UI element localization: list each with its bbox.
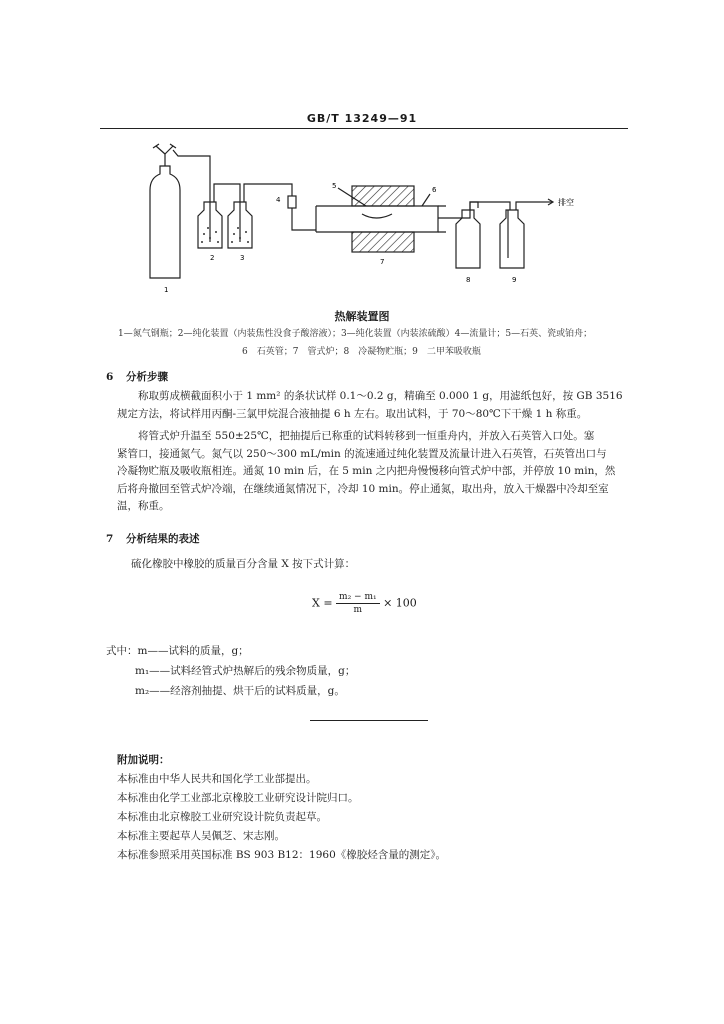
- tube-furnace: [352, 186, 414, 252]
- where-line-2: m₁——试料经管式炉热解后的残余物质量，g；: [135, 665, 356, 677]
- formula-rhs: × 100: [383, 596, 417, 610]
- label-7: 7: [380, 258, 385, 266]
- purification-bottle-2: [198, 184, 240, 248]
- section-6-heading: [106, 369, 168, 384]
- label-2: 2: [210, 254, 215, 262]
- paragraph-line: 规定方法，将试样用丙酮-三氯甲烷混合液抽提 6 h 左右。取出试料，于 70～80℃下干燥 1 h 称重。: [117, 407, 588, 420]
- label-6: 6: [432, 186, 437, 194]
- purification-bottle-3: [228, 184, 292, 248]
- where-line-3: m₂——经溶剂抽提、烘干后的试料质量，g。: [135, 685, 345, 697]
- paragraph-line: 称取剪成横截面积小于 1 mm² 的条状试样 0.1～0.2 g，精确至 0.000 1 g，用滤纸包好，按 GB 3516: [138, 390, 623, 402]
- note-line: 本标准由中华人民共和国化学工业部提出。: [117, 773, 317, 785]
- condensate-bottle: [456, 202, 510, 268]
- formula-denominator: m: [353, 605, 363, 615]
- nitrogen-cylinder: [150, 144, 210, 278]
- absorption-bottle: [500, 202, 540, 268]
- section-6-paragraph-1: [117, 388, 627, 423]
- section-7-number: 7: [106, 533, 114, 545]
- figure-legend-line-2: 6 石英管；7 管式炉；8 冷凝物贮瓶；9 二甲苯吸收瓶: [242, 347, 481, 357]
- section-7-intro: 硫化橡胶中橡胶的质量百分含量 X 按下式计算：: [131, 558, 356, 570]
- label-5: 5: [332, 182, 337, 190]
- formula-lhs: X =: [312, 596, 333, 610]
- boat: [362, 214, 392, 218]
- label-8: 8: [466, 276, 471, 284]
- flowmeter: [288, 196, 316, 230]
- note-line: 本标准主要起草人吴佩芝、宋志刚。: [117, 830, 285, 842]
- section-7-title: 分析结果的表述: [126, 533, 200, 545]
- formula-numerator: m₂ − m₁: [336, 592, 380, 604]
- formula: [312, 592, 417, 615]
- note-line: 本标准由北京橡胶工业研究设计院负责起草。: [117, 811, 327, 823]
- formula-fraction: [336, 592, 380, 615]
- note-line: 本标准由化学工业部北京橡胶工业研究设计院归口。: [117, 792, 359, 804]
- label-4: 4: [276, 196, 281, 204]
- figure-legend-line-1: 1—氮气钢瓶；2—纯化装置（内装焦性没食子酸溶液）；3—纯化装置（内装浓硫酸）4—流量计；5—石英、瓷或铂舟；: [118, 329, 593, 339]
- paragraph-line: 冷凝物贮瓶及吸收瓶相连。通氮 10 min 后，在 5 min 之内把舟慢慢移向管式炉中部，并停放 10 min，然: [117, 465, 616, 478]
- label-3: 3: [240, 254, 245, 262]
- label-1: 1: [164, 286, 169, 294]
- paragraph-line: 将管式炉升温至 550±25℃，把抽提后已称重的试料转移到一恒重舟内，并放入石英管入口处。塞: [138, 430, 595, 442]
- pyrolysis-apparatus-diagram: [140, 140, 590, 300]
- paragraph-line: 后将舟撤回至管式炉冷端，在继续通氮情况下，冷却 10 min。停止通氮，取出舟，放入干燥器中冷却至室: [117, 482, 609, 495]
- paragraph-line: 紧管口，接通氮气。氮气以 250～300 mL/min 的流速通过纯化装置及流量计进入石英管，石英管出口与: [117, 447, 607, 460]
- standard-code: GB/T 13249—91: [306, 112, 418, 125]
- where-line-1: 式中：m——试料的质量，g；: [106, 645, 249, 657]
- vent-label: 排空: [558, 198, 574, 207]
- notes-title: 附加说明：: [117, 754, 170, 766]
- header-rule: [100, 128, 628, 129]
- section-6-number: 6: [106, 371, 114, 383]
- end-rule: [310, 720, 428, 721]
- section-6-paragraph-2: [117, 428, 627, 516]
- paragraph-line: 温，称重。: [117, 500, 170, 513]
- figure-title: 热解装置图: [334, 310, 390, 323]
- section-6-title: 分析步骤: [126, 371, 168, 383]
- quartz-tube: [316, 206, 446, 232]
- section-7-heading: [106, 531, 200, 546]
- note-line: 本标准参照采用英国标准 BS 903 B12：1960《橡胶烃含量的测定》。: [117, 849, 447, 861]
- label-9: 9: [512, 276, 517, 284]
